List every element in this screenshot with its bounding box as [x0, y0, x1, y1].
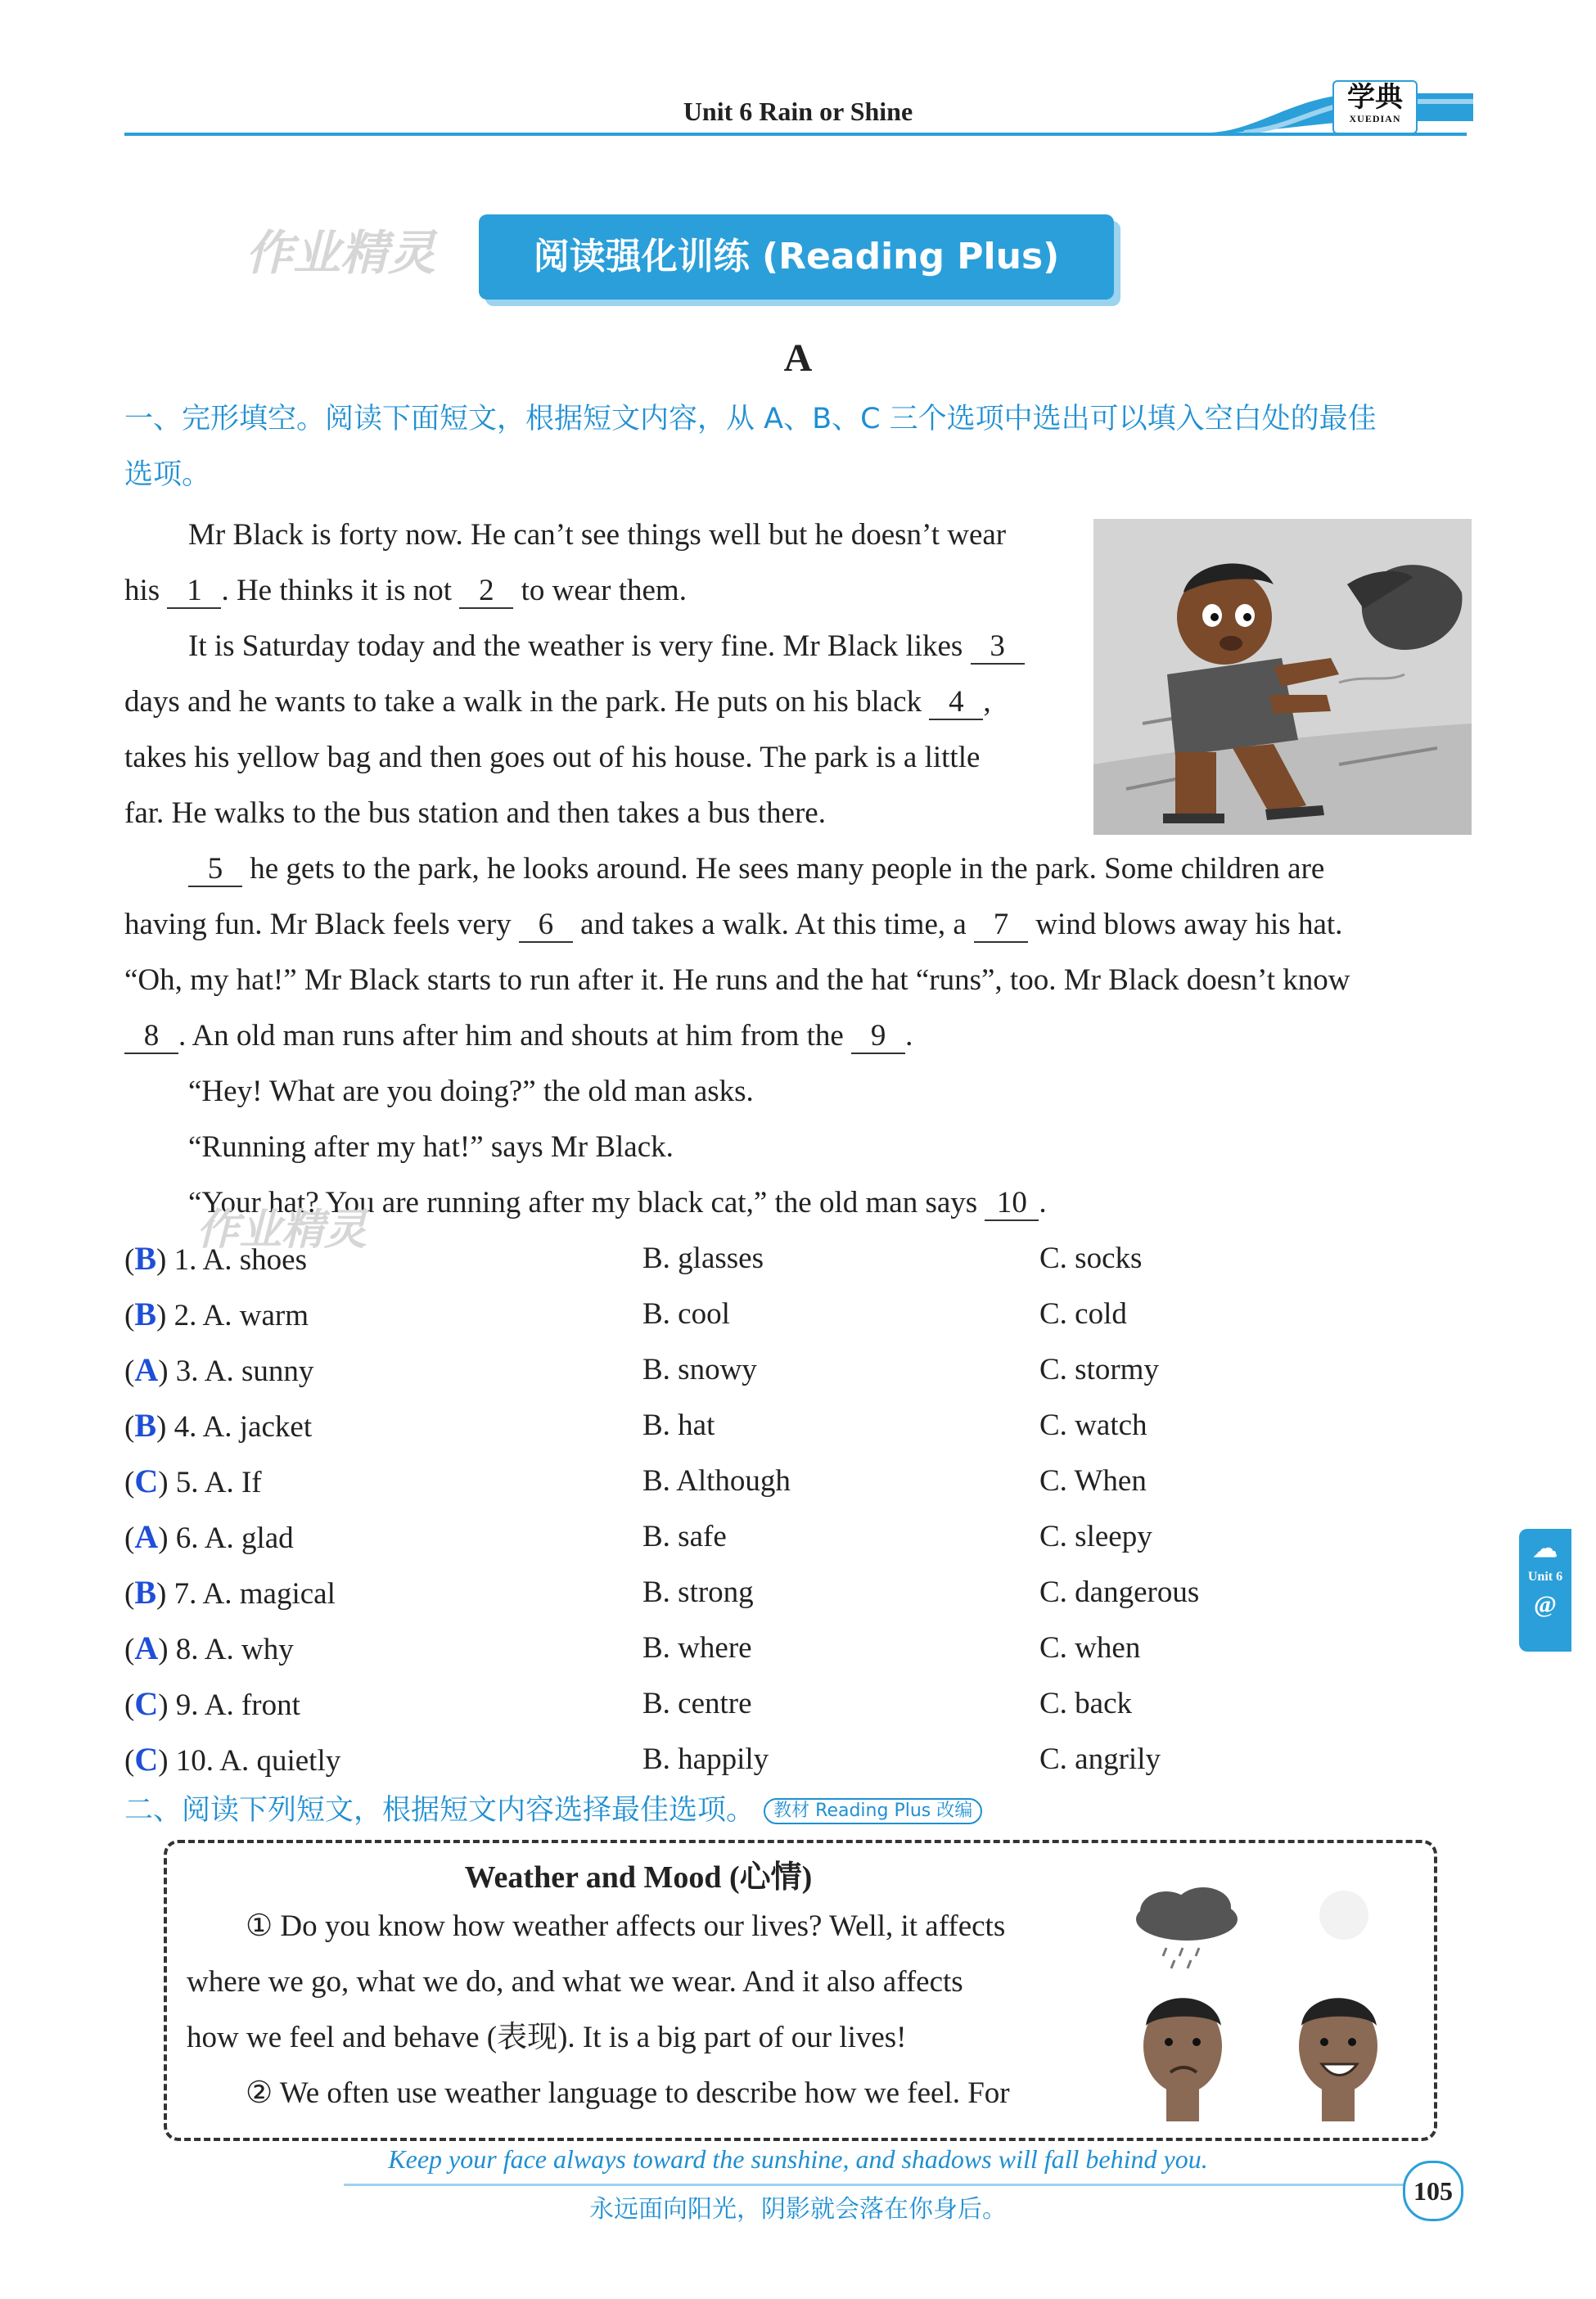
watermark-logo: 作业精灵	[246, 225, 436, 281]
answer-paren: (B)	[124, 1240, 167, 1277]
question-row	[124, 1676, 1475, 1732]
question-row	[124, 1454, 1475, 1509]
swirl-icon: @	[1534, 1591, 1557, 1618]
passage-line: Mr Black is forty now. He can’t see things well but he doesn’t wear	[188, 518, 1007, 552]
option-b: B. strong	[642, 1575, 754, 1609]
passage-line: having fun. Mr Black feels very 6 and takes a walk. At this time, a 7 wind blows away his hat.	[124, 908, 1343, 941]
question-row	[124, 1398, 1475, 1454]
option-b: B. safe	[642, 1520, 727, 1553]
answer-mark: A	[134, 1518, 159, 1555]
passage-title: Weather and Mood (心情)	[464, 1860, 813, 1895]
passage-line: days and he wants to take a walk in the park. He puts on his black 4 ,	[124, 685, 991, 719]
blank-4: 4	[929, 686, 983, 720]
answer-paren: (A)	[124, 1351, 169, 1388]
option-a: 5. A. If	[175, 1466, 262, 1499]
blank-9: 9	[851, 1020, 905, 1054]
cloud-icon: ☁	[1533, 1535, 1558, 1562]
blank-10: 10	[985, 1187, 1039, 1221]
option-a: 6. A. glad	[175, 1521, 294, 1555]
option-c: C. dangerous	[1039, 1575, 1200, 1609]
question-row	[124, 1342, 1475, 1398]
option-b: B. cool	[642, 1297, 730, 1331]
blank-1: 1	[167, 575, 221, 609]
answer-mark: B	[134, 1407, 157, 1444]
passage-line: ② We often use weather language to describe how we feel. For	[246, 2076, 1010, 2110]
passage-line: 8 . An old man runs after him and shouts at him from the 9 .	[124, 1008, 1475, 1064]
answer-mark: B	[134, 1296, 157, 1332]
passage-line: “Hey! What are you doing?” the old man asks.	[188, 1075, 754, 1108]
question-row	[124, 1509, 1475, 1565]
blank-5: 5	[188, 853, 242, 887]
section-banner: 阅读强化训练 (Reading Plus)	[479, 214, 1114, 300]
answer-paren: (C)	[124, 1741, 169, 1778]
passage-line: ① Do you know how weather affects our lives? Well, it affects	[246, 1909, 1006, 1943]
man-chasing-hat-illustration	[1093, 519, 1472, 835]
question-row	[124, 1565, 1475, 1621]
option-c: C. cold	[1039, 1297, 1127, 1331]
weather-mood-illustration	[1121, 1882, 1408, 2128]
passage-line: how we feel and behave (表现). It is a big part of our lives!	[187, 2021, 907, 2054]
passage-line: “Your hat? You are running after my black cat,” the old man says 10 .	[188, 1186, 1047, 1219]
answer-mark: C	[134, 1741, 159, 1778]
section-label: A	[783, 336, 813, 380]
option-b: B. centre	[642, 1687, 752, 1720]
blank-7: 7	[974, 908, 1028, 943]
option-a: 1. A. shoes	[174, 1243, 307, 1277]
passage-line: It is Saturday today and the weather is very fine. Mr Black likes 3	[188, 619, 1097, 674]
passage-line: far. He walks to the bus station and then takes a bus there.	[124, 796, 826, 830]
option-a: 2. A. warm	[174, 1299, 309, 1332]
footer-quote-en: Keep your face always toward the sunshine, and shadows will fall behind you.	[388, 2144, 1208, 2174]
option-a: 3. A. sunny	[175, 1355, 314, 1388]
option-a: 7. A. magical	[174, 1577, 336, 1611]
option-c: C. watch	[1039, 1409, 1147, 1442]
answer-mark: A	[134, 1351, 159, 1388]
answer-mark: C	[134, 1685, 159, 1722]
blank-3: 3	[971, 630, 1025, 665]
source-tag: 教材 Reading Plus 改编	[764, 1798, 982, 1824]
option-c: C. back	[1039, 1687, 1133, 1720]
option-a: 9. A. front	[175, 1688, 300, 1722]
question-row	[124, 1732, 1475, 1787]
option-c: C. socks	[1039, 1242, 1143, 1275]
option-b: B. snowy	[642, 1353, 757, 1386]
footer-quote-cn: 永远面向阳光，阴影就会落在你身后。	[589, 2195, 1007, 2224]
answer-paren: (A)	[124, 1630, 169, 1666]
answer-mark: C	[134, 1463, 159, 1499]
passage-line: 5 he gets to the park, he looks around. He sees many people in the park. Some children are	[188, 841, 1473, 897]
blank-6: 6	[519, 908, 573, 943]
option-c: C. when	[1039, 1631, 1141, 1665]
passage-line: takes his yellow bag and then goes out of his house. The park is a little	[124, 741, 981, 774]
option-a: 4. A. jacket	[174, 1410, 313, 1444]
question-row	[124, 1231, 1475, 1287]
option-c: C. angrily	[1039, 1742, 1161, 1776]
answer-paren: (B)	[124, 1574, 167, 1611]
option-c: C. stormy	[1039, 1353, 1159, 1386]
passage-line: his 1 . He thinks it is not 2 to wear them.	[124, 574, 687, 607]
watermark-logo: 作业精灵	[196, 1206, 367, 1255]
blank-2: 2	[459, 575, 513, 609]
blank-8: 8	[124, 1020, 178, 1054]
answer-mark: B	[134, 1240, 157, 1277]
option-b: B. hat	[642, 1409, 715, 1442]
answer-mark: A	[134, 1630, 159, 1666]
footer-rule	[344, 2184, 1408, 2186]
option-c: C. When	[1039, 1464, 1147, 1498]
publisher-logo: 学典 XUEDIAN	[1332, 80, 1418, 134]
option-b: B. where	[642, 1631, 752, 1665]
passage-line: “Running after my hat!” says Mr Black.	[188, 1130, 674, 1164]
answer-paren: (B)	[124, 1296, 167, 1332]
question-list	[124, 1231, 1475, 1787]
option-b: B. Although	[642, 1464, 791, 1498]
answer-paren: (C)	[124, 1463, 169, 1499]
option-b: B. happily	[642, 1742, 769, 1776]
part1-instruction: 一、完形填空。阅读下面短文，根据短文内容，从 A、B、C 三个选项中选出可以填入空白处的最佳 选项。	[124, 403, 1377, 491]
page-number: 105	[1403, 2161, 1463, 2221]
unit-title: Unit 6 Rain or Shine	[683, 97, 913, 126]
option-b: B. glasses	[642, 1242, 764, 1275]
answer-paren: (A)	[124, 1518, 169, 1555]
answer-paren: (B)	[124, 1407, 167, 1444]
option-c: C. sleepy	[1039, 1520, 1152, 1553]
answer-paren: (C)	[124, 1685, 169, 1722]
passage-line: where we go, what we do, and what we wear. And it also affects	[187, 1965, 963, 1999]
passage-line: “Oh, my hat!” Mr Black starts to run after it. He runs and the hat “runs”, too. Mr Black doesn’t know	[124, 963, 1350, 997]
header-rule	[124, 133, 1467, 136]
option-a: 8. A. why	[175, 1633, 294, 1666]
part2-instruction: 二、阅读下列短文，根据短文内容选择最佳选项。 教材 Reading Plus 改编	[124, 1783, 1270, 1838]
unit-side-tab: ☁ Unit 6 @	[1519, 1529, 1571, 1652]
option-a: 10. A. quietly	[175, 1744, 341, 1778]
question-row	[124, 1287, 1475, 1342]
question-row	[124, 1621, 1475, 1676]
answer-mark: B	[134, 1574, 157, 1611]
